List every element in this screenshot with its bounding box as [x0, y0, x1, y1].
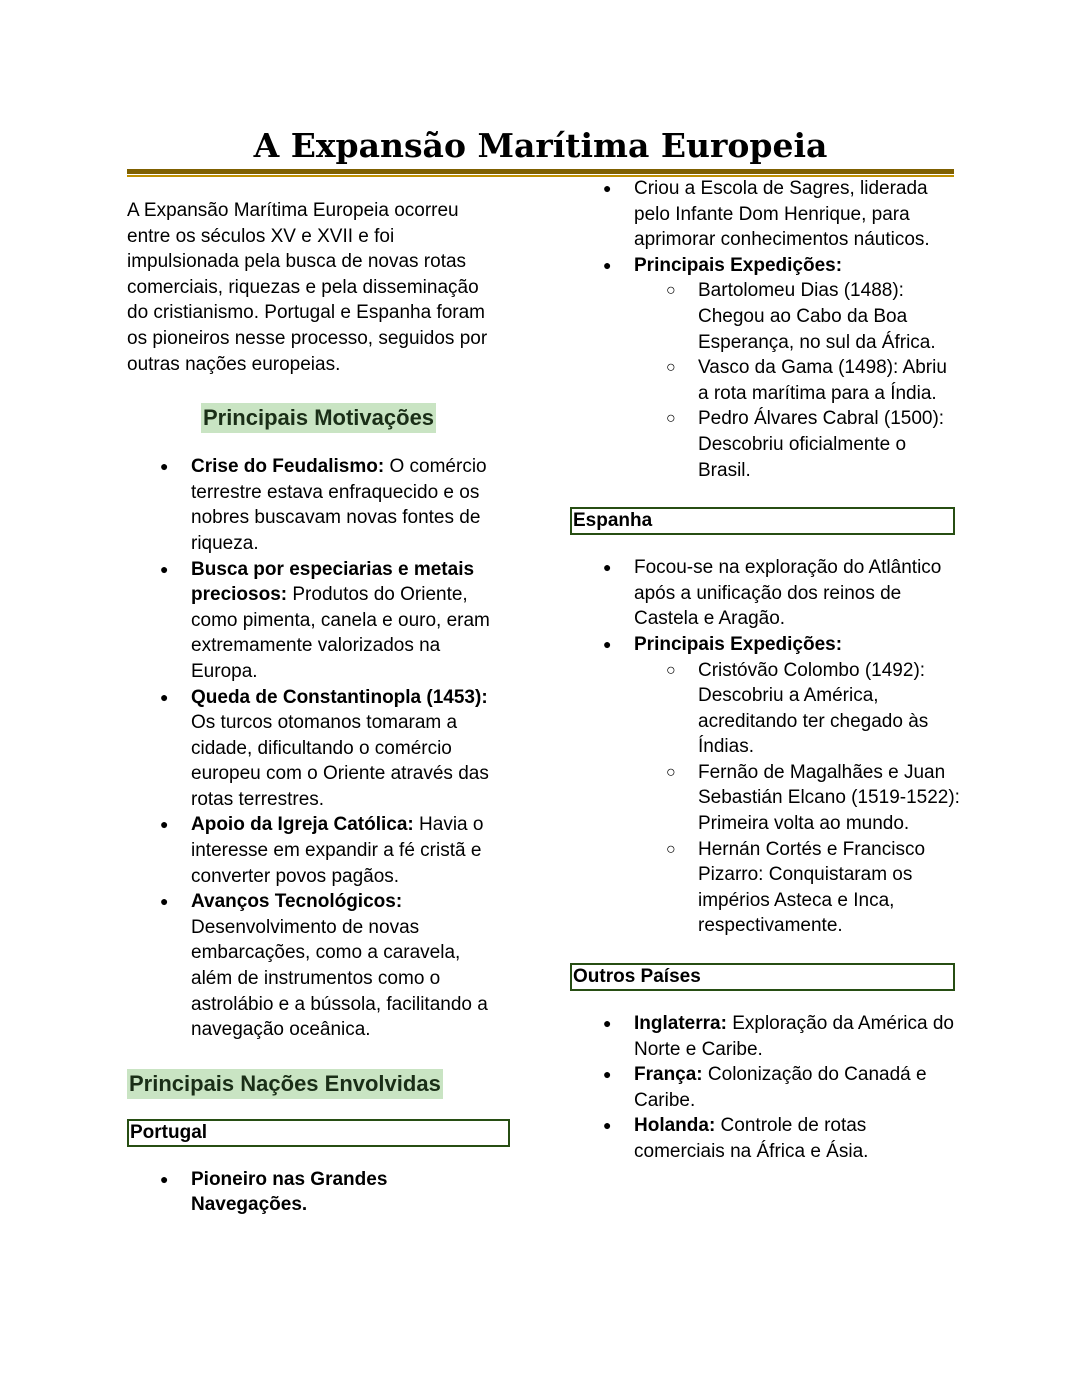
- outros-heading: Outros Países: [570, 963, 955, 991]
- list-item: [127, 685, 502, 813]
- intro-paragraph: A Expansão Marítima Europeia ocorreu entre os séculos XV e XVII e foi impulsionada pela busca de novas rotas comerciais, riquezas e pela disseminação do cristianismo. Portugal e Espanha foram os pioneiros nesse processo, seguidos por outras nações europeias.: [127, 200, 488, 375]
- list-item: [570, 253, 960, 483]
- sub-list-item: ○ Cristóvão Colombo (1492): Descobriu a América, acreditando ter chegado às Índias.: [634, 658, 960, 760]
- nations-heading-wrap: [127, 1069, 502, 1099]
- right-column: [570, 176, 960, 1165]
- sub-list-item: ○ Pedro Álvares Cabral (1500): Descobriu oficialmente o Brasil.: [634, 406, 960, 483]
- list-item: [127, 1167, 502, 1218]
- item-label: Inglaterra:: [634, 1013, 727, 1035]
- sub-list-item: ○ Vasco da Gama (1498): Abriu a rota marítima para a Índia.: [634, 355, 960, 406]
- portugal-list: [127, 1167, 502, 1218]
- list-item: [570, 1113, 960, 1164]
- item-text: Focou-se na exploração do Atlântico após a unificação dos reinos de Castela e Aragão.: [634, 557, 942, 630]
- portugal-list-continued: [570, 176, 960, 483]
- item-text: Criou a Escola de Sagres, liderada pelo Infante Dom Henrique, para aprimorar conhecimentos náuticos.: [634, 178, 930, 251]
- list-item: [127, 557, 502, 685]
- list-item: [127, 812, 502, 889]
- page-title: A Expansão Marítima Europeia: [253, 126, 828, 165]
- item-text: Os turcos otomanos tomaram a cidade, dificultando o comércio europeu com o Oriente através das rotas terrestres.: [191, 712, 489, 810]
- left-column: [127, 198, 502, 1218]
- item-label: Crise do Feudalismo:: [191, 456, 385, 478]
- motivations-list: [127, 454, 502, 1043]
- item-label: Holanda:: [634, 1115, 716, 1137]
- item-text: Exploração da América do Norte e Caribe.: [634, 1013, 954, 1060]
- nations-heading: Principais Nações Envolvidas: [127, 1069, 443, 1099]
- item-label: Queda de Constantinopla (1453):: [191, 686, 488, 708]
- list-item: [570, 555, 960, 632]
- motivations-heading: Principais Motivações: [201, 403, 436, 433]
- item-text: O comércio terrestre estava enfraquecido e os nobres buscavam novas fontes de riqueza.: [191, 456, 487, 554]
- item-label: Pioneiro nas Grandes Navegações.: [191, 1168, 388, 1216]
- espanha-expeditions: [634, 658, 960, 940]
- list-item: [127, 454, 502, 556]
- list-item: [570, 176, 960, 253]
- item-label: Apoio da Igreja Católica:: [191, 814, 414, 836]
- sub-list-item: ○ Fernão de Magalhães e Juan Sebastián Elcano (1519-1522): Primeira volta ao mundo.: [634, 760, 960, 837]
- item-text: Controle de rotas comerciais na África e Ásia.: [634, 1115, 869, 1162]
- item-text: Desenvolvimento de novas embarcações, como a caravela, além de instrumentos como o astrolábio e a bússola, facilitando a navegação oceânica.: [191, 916, 488, 1041]
- item-label: Avanços Tecnológicos:: [191, 891, 403, 913]
- outros-list: [570, 1011, 960, 1165]
- list-item: [570, 1062, 960, 1113]
- item-text: Produtos do Oriente, como pimenta, canela e ouro, eram extremamente valorizados na Europa.: [191, 584, 490, 682]
- portugal-expeditions: [634, 278, 960, 483]
- espanha-heading: Espanha: [570, 507, 955, 535]
- item-label: Busca por especiarias e metais preciosos:: [191, 558, 475, 606]
- espanha-list: [570, 555, 960, 939]
- item-label: França:: [634, 1064, 703, 1086]
- portugal-heading: Portugal: [127, 1119, 510, 1147]
- list-item: [570, 632, 960, 939]
- title-divider: [127, 169, 954, 174]
- list-item: [127, 889, 502, 1043]
- item-text: Havia o interesse em expandir a fé cristã e converter povos pagãos.: [191, 814, 484, 887]
- sub-list-item: ○ Bartolomeu Dias (1488): Chegou ao Cabo da Boa Esperança, no sul da África.: [634, 278, 960, 355]
- motivations-heading-wrap: [127, 403, 510, 433]
- list-item: [570, 1011, 960, 1062]
- sub-list-item: ○ Hernán Cortés e Francisco Pizarro: Conquistaram os impérios Asteca e Inca, respectivamente.: [634, 837, 960, 939]
- item-text: Colonização do Canadá e Caribe.: [634, 1064, 927, 1111]
- item-label: Principais Expedições:: [634, 254, 843, 276]
- item-label: Principais Expedições:: [634, 633, 843, 655]
